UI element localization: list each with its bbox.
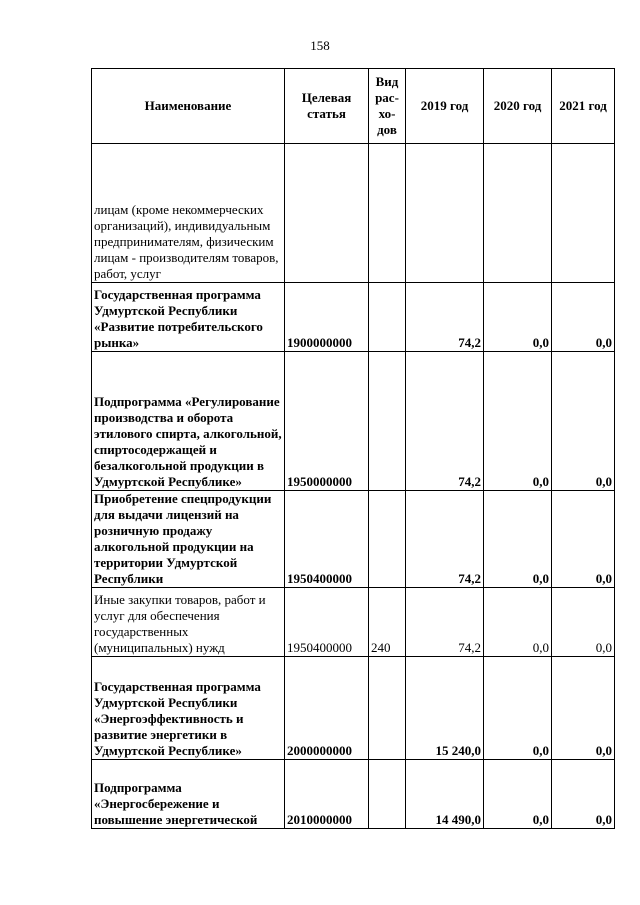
cell-expense-type bbox=[369, 491, 406, 588]
cell-name: лицам (кроме некоммерческих организаций), индивидуальным предпринимателям, физическим лицам - производителям товаров, работ, услуг bbox=[92, 144, 285, 283]
cell-target-code: 1950000000 bbox=[285, 352, 369, 491]
cell-expense-type: 240 bbox=[369, 588, 406, 657]
table-row bbox=[92, 283, 615, 352]
column-header-2021: 2021 год bbox=[552, 69, 615, 144]
table-row bbox=[92, 657, 615, 760]
cell-expense-type bbox=[369, 352, 406, 491]
cell-2019: 74,2 bbox=[406, 352, 484, 491]
cell-2021 bbox=[552, 144, 615, 283]
cell-target-code bbox=[285, 144, 369, 283]
cell-2021: 0,0 bbox=[552, 588, 615, 657]
column-header-2019: 2019 год bbox=[406, 69, 484, 144]
cell-name: Подпрограмма «Регулирование производства и оборота этилового спирта, алкогольной, спиртосодержащей и безалкогольной продукции в Удмуртской Республике» bbox=[92, 352, 285, 491]
cell-target-code: 1950400000 bbox=[285, 588, 369, 657]
cell-2019: 14 490,0 bbox=[406, 760, 484, 829]
cell-target-code: 2000000000 bbox=[285, 657, 369, 760]
cell-expense-type bbox=[369, 144, 406, 283]
cell-2020: 0,0 bbox=[484, 352, 552, 491]
cell-name: Иные закупки товаров, работ и услуг для обеспечения государственных (муниципальных) нужд bbox=[92, 588, 285, 657]
cell-2020: 0,0 bbox=[484, 588, 552, 657]
cell-target-code: 1900000000 bbox=[285, 283, 369, 352]
table-row bbox=[92, 588, 615, 657]
cell-2019: 15 240,0 bbox=[406, 657, 484, 760]
cell-name: Приобретение спецпродукции для выдачи лицензий на розничную продажу алкогольной продукции на территории Удмуртской Республики bbox=[92, 491, 285, 588]
table-header-row bbox=[92, 69, 615, 144]
cell-2019 bbox=[406, 144, 484, 283]
column-header-name: Наименование bbox=[92, 69, 285, 144]
cell-target-code: 1950400000 bbox=[285, 491, 369, 588]
cell-2020: 0,0 bbox=[484, 657, 552, 760]
cell-target-code: 2010000000 bbox=[285, 760, 369, 829]
cell-expense-type bbox=[369, 657, 406, 760]
cell-2020: 0,0 bbox=[484, 491, 552, 588]
budget-table bbox=[91, 68, 615, 829]
cell-2020: 0,0 bbox=[484, 760, 552, 829]
cell-2021: 0,0 bbox=[552, 491, 615, 588]
table-row bbox=[92, 491, 615, 588]
page-number: 158 bbox=[310, 38, 330, 53]
table-row bbox=[92, 144, 615, 283]
cell-name: Государственная программа Удмуртской Республики «Энергоэффективность и развитие энергетики в Удмуртской Республике» bbox=[92, 657, 285, 760]
cell-2021: 0,0 bbox=[552, 352, 615, 491]
column-header-expense-type: Вид рас-хо-дов bbox=[369, 69, 406, 144]
cell-2019: 74,2 bbox=[406, 588, 484, 657]
table-row bbox=[92, 760, 615, 829]
cell-name: Государственная программа Удмуртской Республики «Развитие потребительского рынка» bbox=[92, 283, 285, 352]
cell-expense-type bbox=[369, 760, 406, 829]
column-header-target: Целевая статья bbox=[285, 69, 369, 144]
column-header-2020: 2020 год bbox=[484, 69, 552, 144]
cell-expense-type bbox=[369, 283, 406, 352]
cell-2019: 74,2 bbox=[406, 491, 484, 588]
cell-2020: 0,0 bbox=[484, 283, 552, 352]
cell-2021: 0,0 bbox=[552, 657, 615, 760]
cell-2020 bbox=[484, 144, 552, 283]
cell-name: Подпрограмма «Энергосбережение и повышение энергетической bbox=[92, 760, 285, 829]
table-body bbox=[92, 144, 615, 829]
cell-2019: 74,2 bbox=[406, 283, 484, 352]
table-row bbox=[92, 352, 615, 491]
cell-2021: 0,0 bbox=[552, 283, 615, 352]
cell-2021: 0,0 bbox=[552, 760, 615, 829]
